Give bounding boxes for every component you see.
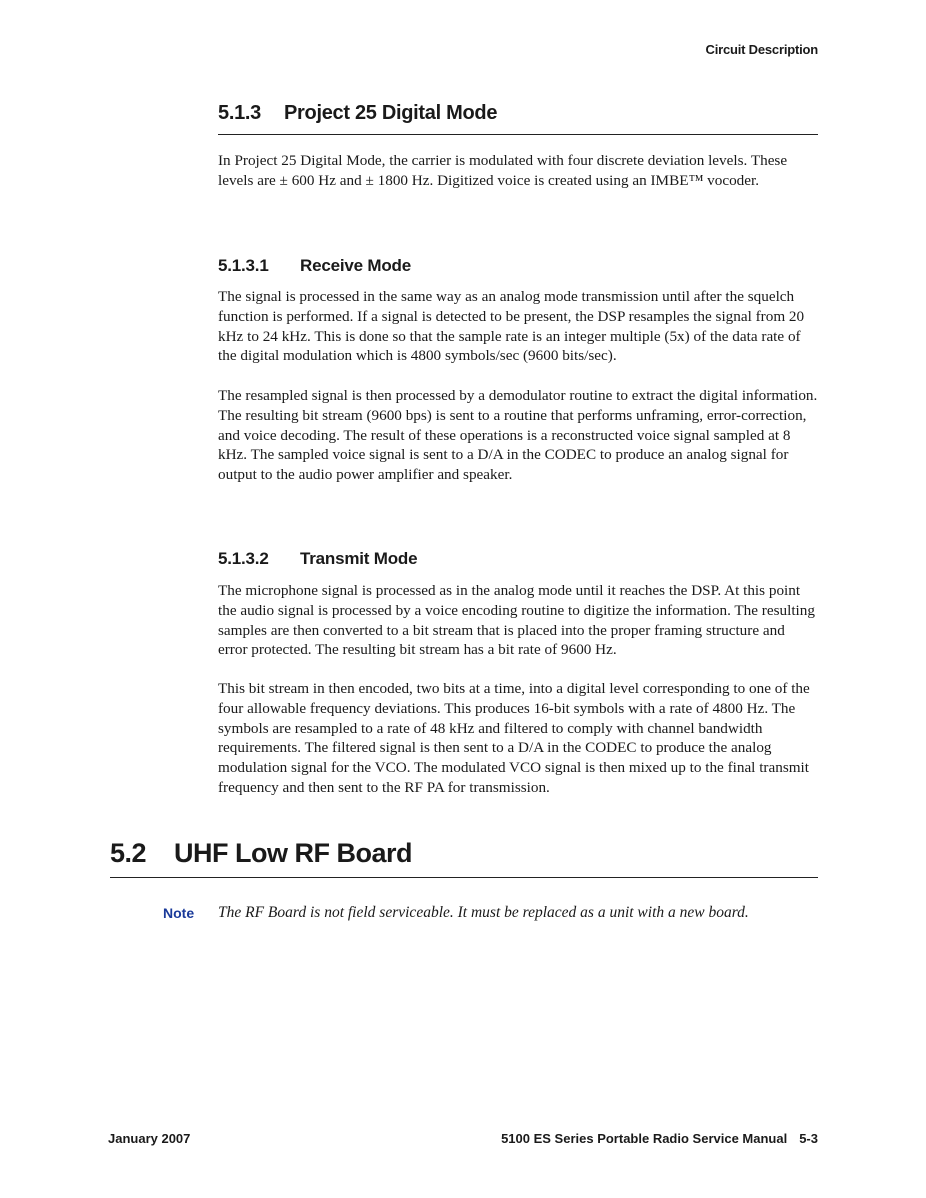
paragraph-intro: In Project 25 Digital Mode, the carrier is modulated with four discrete deviation levels. These levels are ± 600 Hz and ± 1800 Hz. Digitized voice is created using an IMBE™ vocoder. xyxy=(218,152,788,189)
paragraph-transmit-1: The microphone signal is processed as in the analog mode until it reaches the DSP. At this point the audio signal is processed by a voice encoding routine to digitize the information. The resulting samples are then converted to a bit stream that is placed into the proper framing structure and error protected. The resulting bit stream has a bit rate of 9600 Hz. xyxy=(218,582,815,659)
heading-rule xyxy=(110,877,818,878)
section-title: UHF Low RF Board xyxy=(174,838,412,868)
section-heading-5-1-3 xyxy=(218,102,818,125)
footer-manual-title: 5100 ES Series Portable Radio Service Manual xyxy=(501,1131,788,1146)
paragraph-transmit-2: This bit stream in then encoded, two bits at a time, into a digital level corresponding to one of the four allowable frequency deviations. This produces 16-bit symbols with a rate of 4800 Hz. The symbols are resampled to a rate of 48 kHz and filtered to comply with channel bandwidth requirements. The filtered signal is then sent to a D/A in the CODEC to produce the analog modulation signal for the VCO. The modulated VCO signal is then mixed up to the final transmit frequency and then sent to the RF PA for transmission. xyxy=(218,680,810,796)
subsection-title: Receive Mode xyxy=(300,256,411,275)
section-number: 5.2 xyxy=(110,838,147,868)
section-number: 5.1.3 xyxy=(218,102,261,124)
paragraph-receive-2: The resampled signal is then processed by a demodulator routine to extract the digital information. The resulting bit stream (9600 bps) is sent to a routine that performs unframing, error-correction, and voice decoding. The result of these operations is a reconstructed voice signal sampled at 8 kHz. The sampled voice signal is sent to a D/A in the CODEC to produce an analog signal for output to the audio power amplifier and speaker. xyxy=(218,387,818,484)
subsection-title: Transmit Mode xyxy=(300,549,418,568)
footer-date: January 2007 xyxy=(108,1131,191,1146)
footer-manual-info xyxy=(501,1131,818,1146)
subsection-number: 5.1.3.1 xyxy=(218,256,269,275)
note-text: The RF Board is not field serviceable. It must be replaced as a unit with a new board. xyxy=(218,904,749,921)
heading-rule xyxy=(218,134,818,135)
subsection-heading-receive-mode xyxy=(218,256,411,276)
subsection-heading-transmit-mode xyxy=(218,549,417,569)
section-heading-5-2 xyxy=(110,838,412,869)
footer-page-number: 5-3 xyxy=(799,1131,818,1146)
subsection-number: 5.1.3.2 xyxy=(218,549,269,568)
paragraph-receive-1: The signal is processed in the same way as an analog mode transmission until after the squelch function is performed. If a signal is detected to be present, the DSP resamples the signal from 20 kHz to 24 kHz. This is done so that the sample rate is an integer multiple (5x) of the data rate of the digital modulation which is 4800 symbols/sec (9600 bits/sec). xyxy=(218,288,805,365)
section-title: Project 25 Digital Mode xyxy=(284,102,498,124)
note-label: Note xyxy=(163,905,195,921)
running-header: Circuit Description xyxy=(705,42,818,57)
